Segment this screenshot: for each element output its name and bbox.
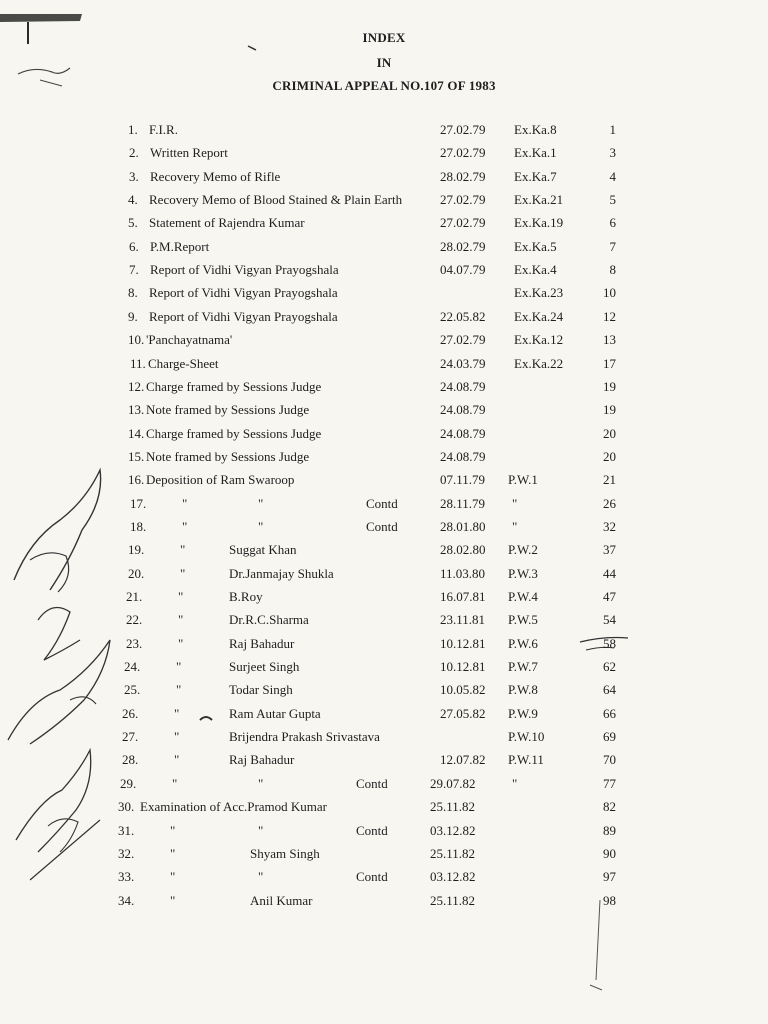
row-description: " — [170, 893, 176, 908]
row-exhibit: Ex.Ka.4 — [514, 262, 557, 277]
row-exhibit: P.W.6 — [508, 636, 538, 651]
row-date: 16.07.81 — [440, 589, 486, 604]
row-number: 25. — [124, 682, 141, 697]
row-description: Report of Vidhi Vigyan Prayogshala — [150, 262, 339, 277]
table-row — [0, 542, 768, 562]
row-description: 'Panchayatnama' — [146, 332, 233, 347]
table-row — [0, 823, 768, 843]
row-date: 24.08.79 — [440, 379, 486, 394]
row-date: 28.02.79 — [440, 169, 486, 184]
row-page-number: 98 — [603, 893, 616, 908]
row-page-number: 64 — [603, 682, 616, 697]
row-description: " — [176, 682, 182, 697]
row-date: 10.05.82 — [440, 682, 486, 697]
table-row — [0, 379, 768, 399]
row-number: 19. — [128, 542, 145, 557]
row-description: " — [178, 636, 184, 651]
table-row — [0, 519, 768, 539]
table-row — [0, 659, 768, 679]
row-date: 24.08.79 — [440, 426, 486, 441]
row-page-number: 97 — [603, 869, 616, 884]
row-page-number: 5 — [609, 192, 616, 207]
in-heading: IN — [376, 55, 392, 70]
row-page-number: 66 — [603, 706, 616, 721]
row-date: 28.02.80 — [440, 542, 486, 557]
row-page-number: 20 — [603, 449, 616, 464]
row-description: " — [172, 776, 178, 791]
table-row — [0, 496, 768, 516]
row-witness-name: Surjeet Singh — [229, 659, 300, 674]
row-date: 03.12.82 — [430, 823, 476, 838]
row-date: 28.01.80 — [440, 519, 486, 534]
row-number: 26. — [122, 706, 139, 721]
row-description: " — [170, 823, 176, 838]
row-witness-name: Suggat Khan — [229, 542, 297, 557]
table-row — [0, 449, 768, 469]
index-heading: INDEX — [362, 30, 406, 45]
row-description: Note framed by Sessions Judge — [146, 449, 310, 464]
row-number: 24. — [124, 659, 141, 674]
row-witness-name: Todar Singh — [229, 682, 293, 697]
row-page-number: 69 — [603, 729, 616, 744]
row-number: 14. — [128, 426, 145, 441]
row-number: 3. — [129, 169, 139, 184]
row-page-number: 12 — [603, 309, 616, 324]
row-description: F.I.R. — [149, 122, 178, 137]
row-page-number: 19 — [603, 379, 616, 394]
row-exhibit: P.W.2 — [508, 542, 538, 557]
row-number: 33. — [118, 869, 135, 884]
row-witness-name: Ram Autar Gupta — [229, 706, 321, 721]
row-exhibit: Ex.Ka.22 — [514, 356, 564, 371]
row-page-number: 7 — [609, 239, 616, 254]
row-description: " — [170, 846, 176, 861]
row-date: 23.11.81 — [440, 612, 486, 627]
row-contd: Contd — [366, 496, 398, 511]
row-date: 12.07.82 — [440, 752, 486, 767]
row-page-number: 20 — [603, 426, 616, 441]
row-witness-name: Anil Kumar — [250, 893, 313, 908]
row-page-number: 1 — [609, 122, 616, 137]
row-exhibit: " — [512, 496, 518, 511]
row-exhibit: P.W.1 — [508, 472, 538, 487]
row-date: 03.12.82 — [430, 869, 476, 884]
row-description: " — [180, 542, 186, 557]
row-description: " — [170, 869, 176, 884]
row-number: 10. — [128, 332, 145, 347]
row-page-number: 3 — [609, 145, 616, 160]
table-row — [0, 145, 768, 165]
row-exhibit: Ex.Ka.7 — [514, 169, 557, 184]
row-description: " — [182, 496, 188, 511]
row-description: Recovery Memo of Blood Stained & Plain Earth — [149, 192, 403, 207]
row-number: 5. — [128, 215, 138, 230]
row-description: Report of Vidhi Vigyan Prayogshala — [149, 309, 338, 324]
row-description: Charge framed by Sessions Judge — [146, 426, 322, 441]
table-row — [0, 729, 768, 749]
row-page-number: 44 — [603, 566, 616, 581]
row-date: 24.08.79 — [440, 402, 486, 417]
row-witness-name: Shyam Singh — [250, 846, 320, 861]
row-description: " — [174, 729, 180, 744]
row-witness-name: " — [258, 869, 264, 884]
row-witness-name: Raj Bahadur — [229, 752, 295, 767]
row-number: 30. — [118, 799, 135, 814]
row-witness-name: Brijendra Prakash Srivastava — [229, 729, 380, 744]
row-description: Written Report — [150, 145, 228, 160]
row-description: " — [182, 519, 188, 534]
row-witness-name: Dr.R.C.Sharma — [229, 612, 309, 627]
row-number: 4. — [128, 192, 138, 207]
row-number: 20. — [128, 566, 145, 581]
table-row — [0, 215, 768, 235]
table-row — [0, 356, 768, 376]
row-exhibit: P.W.7 — [508, 659, 538, 674]
row-number: 15. — [128, 449, 145, 464]
row-date: 25.11.82 — [430, 799, 476, 814]
row-exhibit: " — [512, 776, 518, 791]
row-date: 22.05.82 — [440, 309, 486, 324]
row-page-number: 21 — [603, 472, 616, 487]
table-row — [0, 285, 768, 305]
row-exhibit: P.W.9 — [508, 706, 538, 721]
table-row — [0, 612, 768, 632]
row-date: 25.11.82 — [430, 846, 476, 861]
row-exhibit: P.W.5 — [508, 612, 538, 627]
row-page-number: 82 — [603, 799, 616, 814]
row-number: 12. — [128, 379, 145, 394]
row-witness-name: " — [258, 496, 264, 511]
row-number: 34. — [118, 893, 135, 908]
row-description: " — [176, 659, 182, 674]
row-page-number: 77 — [603, 776, 616, 791]
row-description: Examination of Acc.Pramod Kumar — [140, 799, 328, 814]
row-number: 27. — [122, 729, 139, 744]
row-number: 17. — [130, 496, 147, 511]
row-page-number: 13 — [603, 332, 616, 347]
row-witness-name: " — [258, 823, 264, 838]
row-page-number: 89 — [603, 823, 616, 838]
row-number: 6. — [129, 239, 139, 254]
row-page-number: 90 — [603, 846, 616, 861]
table-row — [0, 262, 768, 282]
row-exhibit: Ex.Ka.5 — [514, 239, 557, 254]
row-number: 18. — [130, 519, 147, 534]
row-contd: Contd — [356, 776, 388, 791]
row-date: 27.05.82 — [440, 706, 486, 721]
row-date: 25.11.82 — [430, 893, 476, 908]
row-description: " — [178, 612, 184, 627]
table-row — [0, 776, 768, 796]
row-contd: Contd — [356, 869, 388, 884]
table-row — [0, 402, 768, 422]
table-row — [0, 589, 768, 609]
row-description: Recovery Memo of Rifle — [150, 169, 281, 184]
row-exhibit: P.W.11 — [508, 752, 544, 767]
row-date: 10.12.81 — [440, 636, 486, 651]
row-number: 11. — [130, 356, 146, 371]
row-contd: Contd — [356, 823, 388, 838]
row-exhibit: Ex.Ka.12 — [514, 332, 564, 347]
row-date: 24.08.79 — [440, 449, 486, 464]
row-description: " — [174, 752, 180, 767]
row-description: Charge-Sheet — [148, 356, 219, 371]
row-description: Deposition of Ram Swaroop — [146, 472, 295, 487]
row-date: 29.07.82 — [430, 776, 476, 791]
row-page-number: 26 — [603, 496, 616, 511]
row-exhibit: P.W.3 — [508, 566, 538, 581]
row-number: 29. — [120, 776, 137, 791]
row-witness-name: Raj Bahadur — [229, 636, 295, 651]
row-date: 27.02.79 — [440, 332, 486, 347]
row-exhibit: Ex.Ka.8 — [514, 122, 557, 137]
row-witness-name: " — [258, 776, 264, 791]
table-row — [0, 472, 768, 492]
table-row — [0, 752, 768, 772]
table-row — [0, 309, 768, 329]
row-page-number: 37 — [603, 542, 616, 557]
row-date: 27.02.79 — [440, 215, 486, 230]
row-description: Charge framed by Sessions Judge — [146, 379, 322, 394]
row-page-number: 10 — [603, 285, 616, 300]
table-row — [0, 682, 768, 702]
row-exhibit: P.W.8 — [508, 682, 538, 697]
row-date: 07.11.79 — [440, 472, 486, 487]
row-date: 04.07.79 — [440, 262, 486, 277]
table-row — [0, 846, 768, 866]
row-number: 22. — [126, 612, 143, 627]
row-date: 24.03.79 — [440, 356, 486, 371]
table-row — [0, 636, 768, 656]
row-exhibit: P.W.10 — [508, 729, 545, 744]
row-exhibit: Ex.Ka.24 — [514, 309, 564, 324]
row-number: 9. — [128, 309, 138, 324]
row-witness-name: B.Roy — [229, 589, 263, 604]
row-page-number: 62 — [603, 659, 616, 674]
row-description: " — [180, 566, 186, 581]
row-description: Note framed by Sessions Judge — [146, 402, 310, 417]
table-row — [0, 169, 768, 189]
row-page-number: 6 — [609, 215, 616, 230]
table-row — [0, 122, 768, 142]
row-witness-name: Dr.Janmajay Shukla — [229, 566, 334, 581]
row-date: 10.12.81 — [440, 659, 486, 674]
row-page-number: 8 — [609, 262, 616, 277]
table-row — [0, 869, 768, 889]
row-contd: Contd — [366, 519, 398, 534]
table-row — [0, 893, 768, 913]
row-page-number: 70 — [603, 752, 616, 767]
row-number: 23. — [126, 636, 143, 651]
row-number: 1. — [128, 122, 138, 137]
row-witness-name: " — [258, 519, 264, 534]
row-number: 28. — [122, 752, 139, 767]
row-exhibit: Ex.Ka.21 — [514, 192, 564, 207]
row-number: 31. — [118, 823, 135, 838]
row-page-number: 47 — [603, 589, 616, 604]
row-exhibit: Ex.Ka.1 — [514, 145, 557, 160]
row-number: 2. — [129, 145, 139, 160]
row-date: 27.02.79 — [440, 122, 486, 137]
row-description: Report of Vidhi Vigyan Prayogshala — [149, 285, 338, 300]
row-number: 7. — [129, 262, 139, 277]
row-date: 28.02.79 — [440, 239, 486, 254]
table-row — [0, 239, 768, 259]
row-date: 27.02.79 — [440, 192, 486, 207]
table-row — [0, 706, 768, 726]
row-date: 27.02.79 — [440, 145, 486, 160]
row-exhibit: Ex.Ka.23 — [514, 285, 564, 300]
row-number: 32. — [118, 846, 135, 861]
row-number: 13. — [128, 402, 145, 417]
row-exhibit: P.W.4 — [508, 589, 538, 604]
row-description: " — [178, 589, 184, 604]
row-description: " — [174, 706, 180, 721]
row-page-number: 54 — [603, 612, 616, 627]
table-row — [0, 332, 768, 352]
table-row — [0, 426, 768, 446]
row-page-number: 19 — [603, 402, 616, 417]
row-page-number: 58 — [603, 636, 616, 651]
table-row — [0, 192, 768, 212]
table-row — [0, 799, 768, 819]
row-description: P.M.Report — [150, 239, 210, 254]
row-page-number: 32 — [603, 519, 616, 534]
row-number: 16. — [128, 472, 145, 487]
row-exhibit: Ex.Ka.19 — [514, 215, 564, 230]
row-date: 11.03.80 — [440, 566, 486, 581]
row-number: 21. — [126, 589, 143, 604]
row-date: 28.11.79 — [440, 496, 486, 511]
row-exhibit: " — [512, 519, 518, 534]
appeal-title: CRIMINAL APPEAL NO.107 OF 1983 — [272, 78, 496, 93]
table-row — [0, 566, 768, 586]
row-page-number: 17 — [603, 356, 616, 371]
row-page-number: 4 — [609, 169, 616, 184]
row-number: 8. — [128, 285, 138, 300]
row-description: Statement of Rajendra Kumar — [149, 215, 305, 230]
